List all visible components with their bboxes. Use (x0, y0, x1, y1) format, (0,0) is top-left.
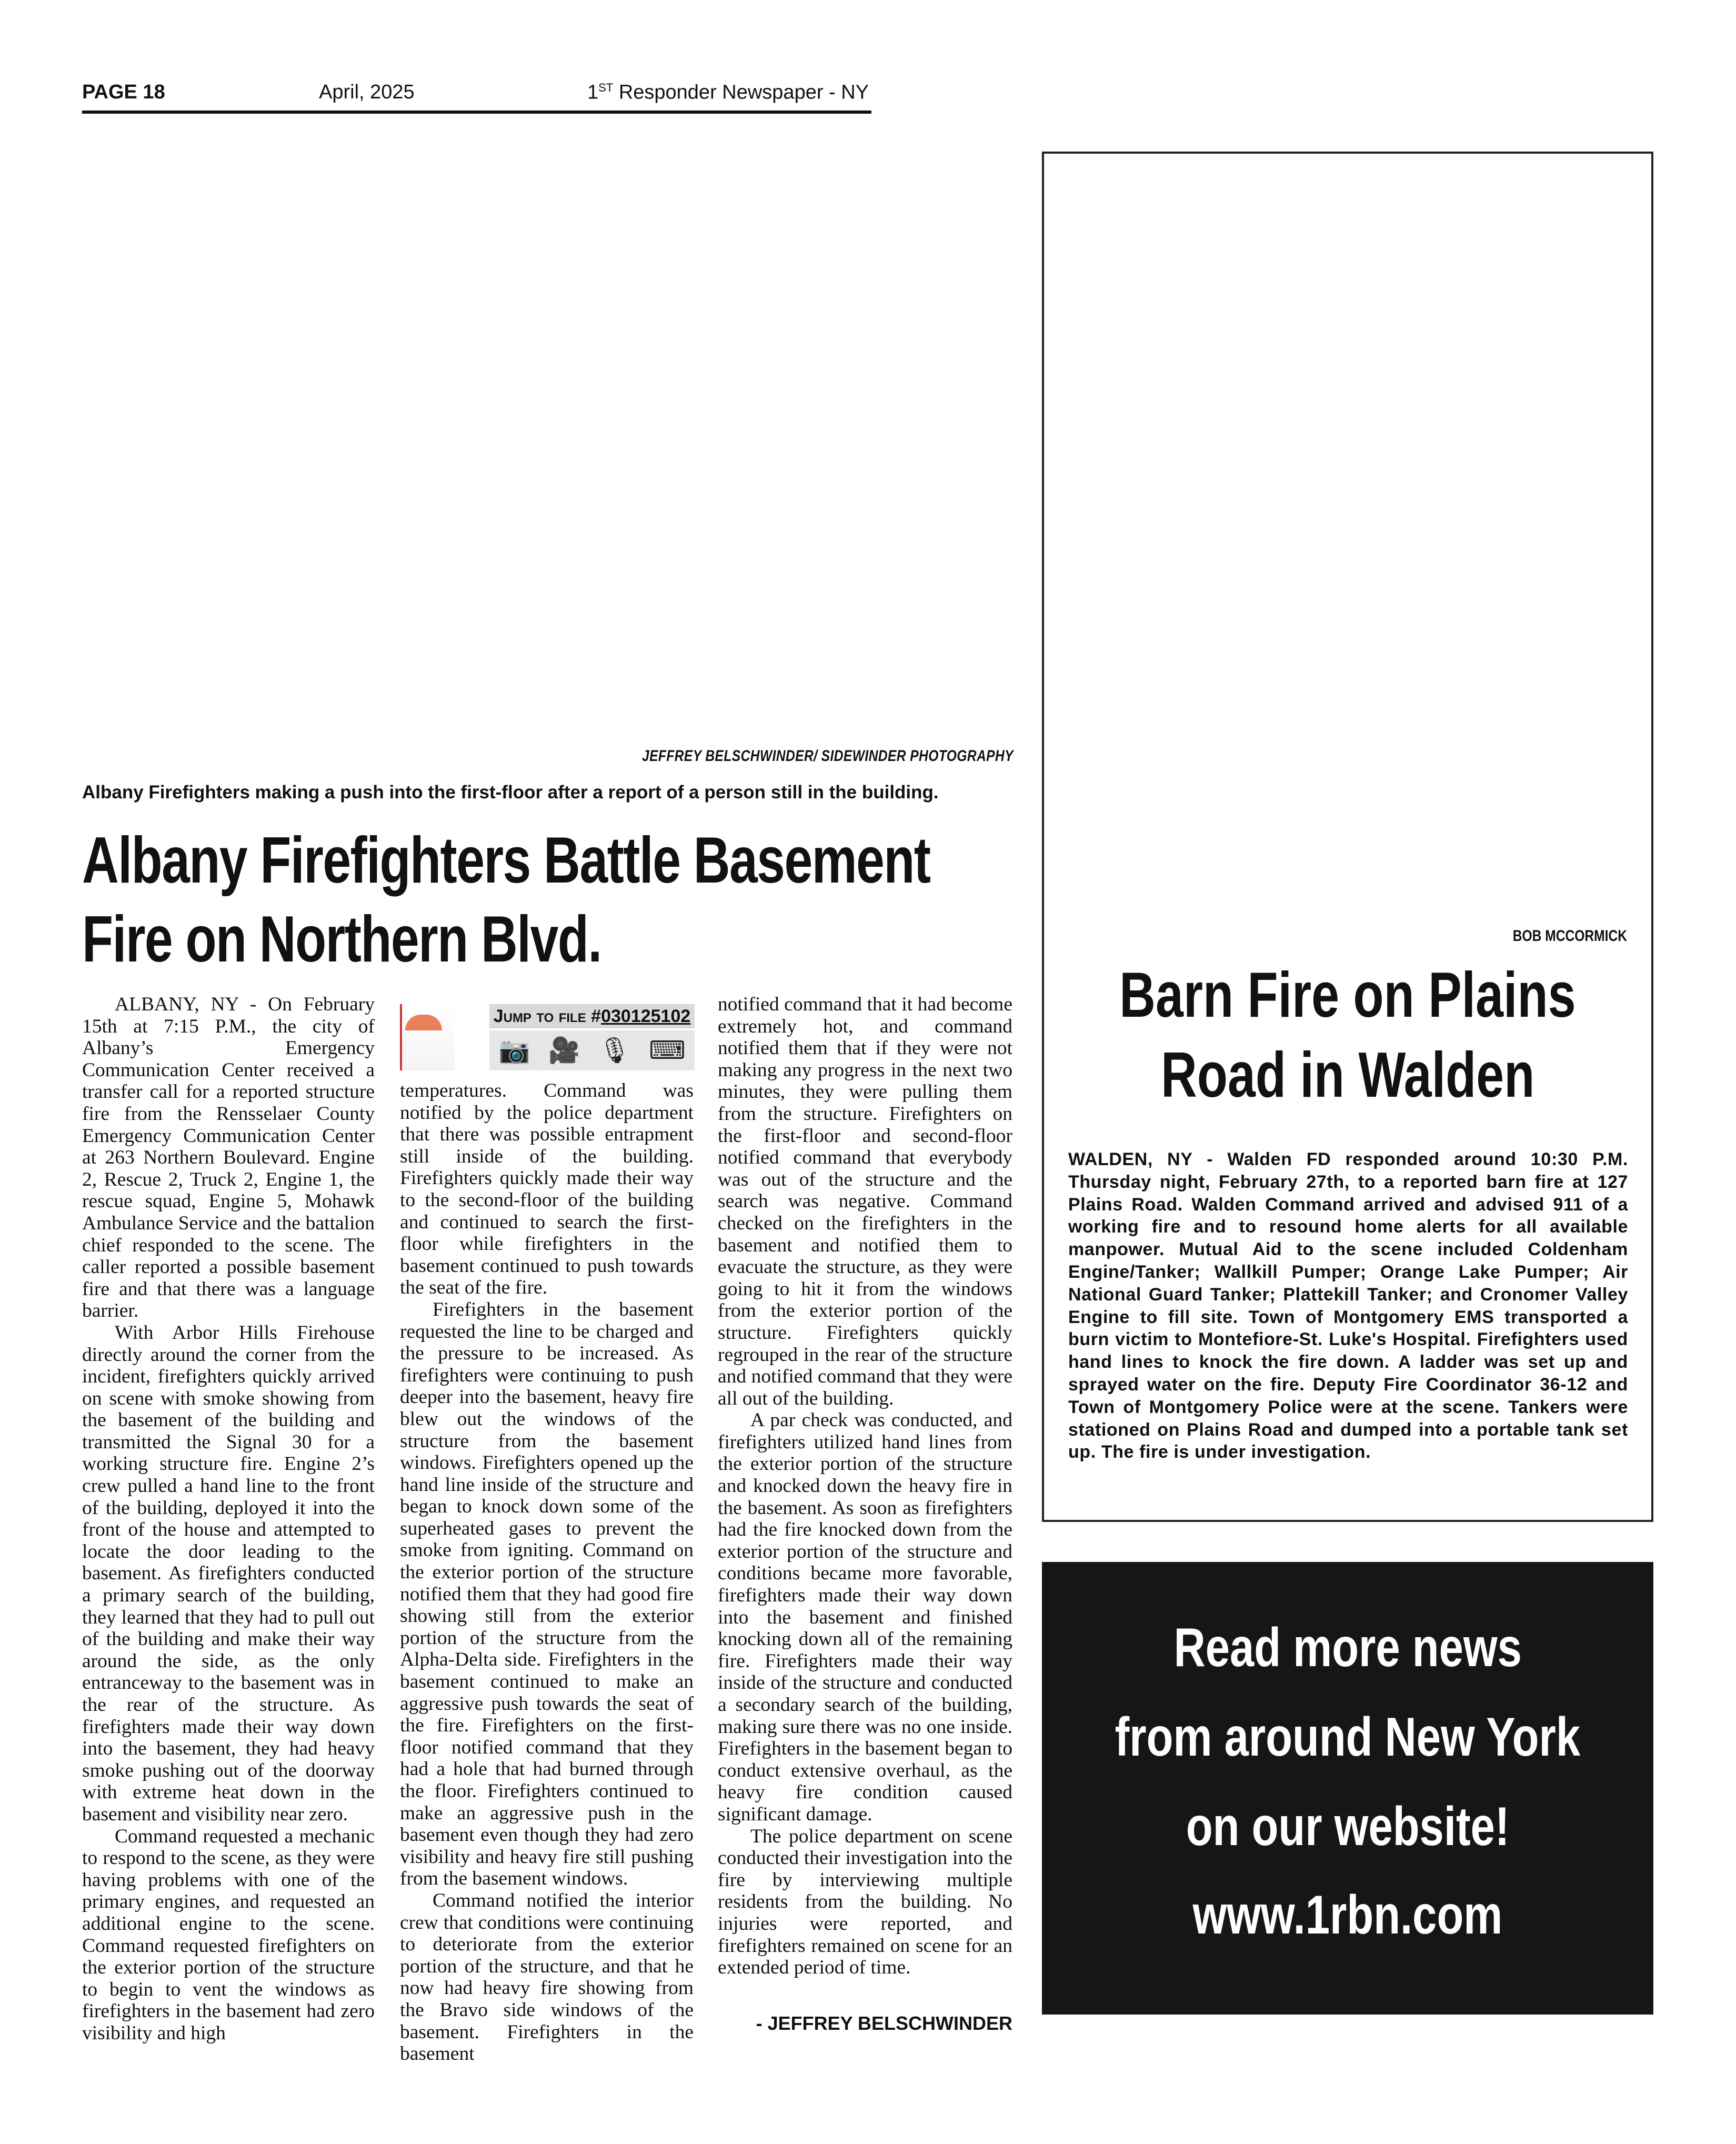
article-column-3 (718, 994, 1012, 1979)
main-photo-area (82, 147, 1013, 742)
paper-name-sup: ST (598, 81, 614, 94)
side-story-box (1042, 152, 1653, 1522)
article-paragraph: temperatures. Command was notified by the police department that there was possible entrapment still inside of the building. Firefighters quickly made their way to the second-floor of the building and continued to search the first-floor while firefighters in the basement continued to push towards the seat of the fire. (400, 1080, 694, 1299)
page-header (82, 79, 871, 114)
website-link[interactable] (1042, 1884, 1653, 1947)
article-byline: - JEFFREY BELSCHWINDER (756, 2012, 1012, 2034)
promo-text: from around New York (1115, 1707, 1581, 1768)
promo-line (1042, 1706, 1653, 1769)
article-paragraph: A par check was conducted, and firefighters utilized hand lines from the exterior portion of the structure and knocked down the heavy fire in the basement. As soon as firefighters had the fire knocked down from the exterior portion of the structure and conditions became more favorable, firefighters made their way down into the basement and finished knocking down all of the remaining fire. Firefighters made their way inside of the structure and conducted a secondary search of the building, making sure there was no one inside. Firefighters in the basement began to conduct extensive overhaul, as the heavy fire condition caused significant damage. (718, 1409, 1012, 1825)
paper-name (587, 81, 869, 104)
microphone-icon: 🎙 (598, 1036, 631, 1065)
side-headline-line1: Barn Fire on Plains (1119, 959, 1576, 1030)
article-paragraph: With Arbor Hills Firehouse directly around the corner from the incident, firefighters quickly arrived on scene with smoke showing from the basement of the building and transmitted the Signal 30 for a working structure fire. Engine 2’s crew pulled a hand line to the front of the building, deployed it into the front of the house and attempted to locate the door leading to the basement. As firefighters conducted a primary search of the building, they learned that they had to pull out of the building and make their way around the side, as the only entranceway to the basement was in the rear of the structure. As firefighters made their way down into the basement, they had heavy smoke pushing out of the doorway with extreme heat down in the basement and visibility near zero. (82, 1321, 375, 1825)
promo-text: Read more news (1173, 1617, 1522, 1678)
article-paragraph: Command notified the interior crew that conditions were continuing to deteriorate from the exterior portion of the structure, and that he now had heavy fire showing from the Bravo side windows of the basement. Firefighters in the basement (400, 1889, 694, 2065)
article-paragraph: The police department on scene conducted their investigation into the fire by interviewing multiple residents from the building. No injuries were reported, and firefighters remained on scene for an extended period of time. (718, 1825, 1012, 1979)
jump-to-file-label[interactable] (489, 1004, 695, 1028)
main-headline (82, 821, 930, 979)
website-promo-box[interactable] (1042, 1562, 1653, 2015)
article-paragraph: ALBANY, NY - On February 15th at 7:15 P.M., the city of Albany’s Emergency Communication Center received a transfer call for a reported structure fire from the Rensselaer County Emergency Communication Center at 263 Northern Boulevard. Engine 2, Rescue 2, Truck 2, Engine 1, the rescue squad, Engine 5, Mohawk Ambulance Service and the battalion chief responded to the scene. The caller reported a possible basement fire and that there was a language barrier. (82, 994, 375, 1322)
video-camera-icon: 🎥 (548, 1036, 580, 1065)
jump-to-file-box[interactable] (400, 1004, 695, 1070)
promo-text: on our website! (1186, 1796, 1510, 1857)
paper-name-rest: Responder Newspaper - NY (613, 81, 869, 104)
paper-name-prefix: 1 (587, 81, 599, 104)
jump-label-text: Jump to file # (493, 1006, 601, 1026)
jump-file-number[interactable]: 030125102 (601, 1006, 691, 1026)
issue-date: April, 2025 (319, 81, 415, 103)
promo-line (1042, 1796, 1653, 1858)
typewriter-icon: ⌨ (649, 1036, 686, 1065)
article-paragraph: Command requested a mechanic to respond to the scene, as they were having problems with one of the primary engines, and requested an additional engine to the scene. Command requested firefighters on the exterior portion of the structure to begin to vent the windows as firefighters in the basement had zero visibility and high (82, 1825, 375, 2044)
promo-line (1042, 1617, 1653, 1679)
main-photo-caption: Albany Firefighters making a push into the first-floor after a report of a person still in the building. (82, 782, 939, 803)
jump-flag-icon (400, 1004, 455, 1070)
main-photo-credit: JEFFREY BELSCHWINDER/ SIDEWINDER PHOTOGRAPHY (641, 747, 1013, 765)
media-icons (489, 1030, 695, 1070)
page-number: PAGE 18 (82, 81, 165, 103)
camera-icon: 📷 (498, 1036, 530, 1065)
side-story-body: WALDEN, NY - Walden FD responded around 10:30 P.M. Thursday night, February 27th, to a reported barn fire at 127 Plains Road. Walden Command arrived and advised 911 of a working fire and to resound home alerts for all available manpower. Mutual Aid to the scene included Coldenham Engine/Tanker; Wallkill Pumper; Orange Lake Pumper; Air National Guard Tanker; Plattekill Tanker; and Cronomer Valley Engine to fill site. Town of Montgomery EMS transported a burn victim to Montefiore-St. Luke's Hospital. Firefighters used hand lines to knock the fire down. A ladder was set up and sprayed water on the fire. Deputy Fire Coordinator 36-12 and Town of Montgomery Police were at the scene. Tankers were stationed on Plains Road and dumped into a portable tank set up. The fire is under investigation. (1068, 1149, 1628, 1462)
side-headline-line2: Road in Walden (1160, 1039, 1535, 1110)
side-photo-credit: BOB MCCORMICK (1512, 927, 1627, 945)
article-paragraph: notified command that it had become extremely hot, and command notified them that if they were not making any progress in the next two minutes, they were pulling them from the structure. Firefighters on the first-floor and second-floor notified command that everybody was out of the structure and the search was negative. Command checked on the firefighters in the basement and notified them to evacuate the structure, as they were going to hit it from the windows from the exterior portion of the structure. Firefighters quickly regrouped in the rear of the structure and notified command that they were all out of the building. (718, 994, 1012, 1409)
article-column-1 (82, 994, 375, 2045)
main-headline-line1: Albany Firefighters Battle Basement (82, 824, 930, 897)
article-column-2 (400, 1080, 694, 2065)
article-paragraph: Firefighters in the basement requested the line to be charged and the pressure to be increased. As firefighters were continuing to push deeper into the basement, heavy fire blew out the windows of the structure from the basement windows. Firefighters opened up the hand line inside of the structure and began to knock down some of the superheated gases to prevent the smoke from igniting. Command on the exterior portion of the structure notified them that they had good fire showing still from the exterior portion of the structure from the Alpha-Delta side. Firefighters in the basement continued to make an aggressive push towards the seat of the fire. Firefighters on the first-floor notified command that they had a hole that had burned through the floor. Firefighters continued to make an aggressive push in the basement even though they had zero visibility and heavy fire still pushing from the basement windows. (400, 1298, 694, 1890)
website-url[interactable]: www.1rbn.com (1192, 1885, 1503, 1946)
main-headline-line2: Fire on Northern Blvd. (82, 903, 601, 976)
side-headline (1044, 955, 1651, 1115)
